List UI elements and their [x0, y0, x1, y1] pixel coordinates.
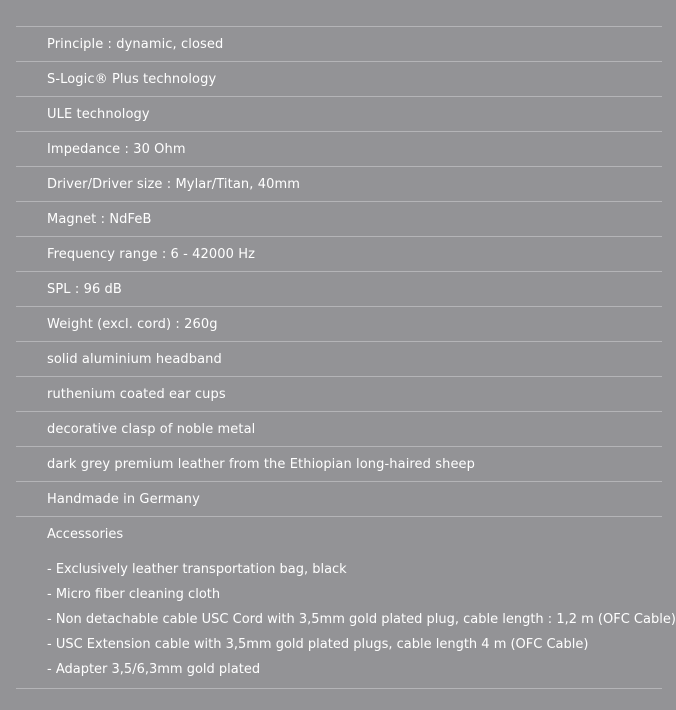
spec-row-weight [16, 307, 662, 342]
accessory-item: - Micro fiber cleaning cloth [47, 587, 221, 602]
spec-row-spl [16, 272, 662, 307]
accessory-item: - Non detachable cable USC Cord with 3,5mm gold plated plug, cable length : 1,2 m (OFC Cable) [47, 612, 676, 627]
spec-text: SPL : 96 dB [47, 281, 122, 297]
accessory-item: - Exclusively leather transportation bag, black [47, 562, 347, 577]
spec-row-driver [16, 167, 662, 202]
spec-text: Principle : dynamic, closed [47, 36, 224, 52]
spec-text: ULE technology [47, 106, 150, 122]
spec-row-headband [16, 342, 662, 377]
spec-text: Driver/Driver size : Mylar/Titan, 40mm [47, 176, 300, 192]
spec-row-principle [16, 27, 662, 62]
spec-text: Weight (excl. cord) : 260g [47, 316, 218, 332]
accessory-item: - Adapter 3,5/6,3mm gold plated [47, 662, 261, 677]
spec-text: Magnet : NdFeB [47, 211, 152, 227]
spec-text: S-Logic® Plus technology [47, 71, 217, 87]
spec-list [16, 26, 676, 689]
accessories-section [16, 517, 676, 689]
spec-text: Handmade in Germany [47, 491, 200, 507]
accessories-title: Accessories [47, 527, 124, 542]
spec-row-leather [16, 447, 662, 482]
spec-row-impedance [16, 132, 662, 167]
spec-text: Frequency range : 6 - 42000 Hz [47, 246, 256, 262]
spec-text: dark grey premium leather from the Ethiopian long-haired sheep [47, 456, 476, 472]
spec-row-slogic [16, 62, 662, 97]
spec-row-magnet [16, 202, 662, 237]
spec-text: Impedance : 30 Ohm [47, 141, 186, 157]
spec-row-frequency [16, 237, 662, 272]
spec-row-ear-cups [16, 377, 662, 412]
spec-row-ule [16, 97, 662, 132]
accessory-item: - USC Extension cable with 3,5mm gold plated plugs, cable length 4 m (OFC Cable) [47, 637, 589, 652]
spec-row-clasp [16, 412, 662, 447]
spec-text: ruthenium coated ear cups [47, 386, 226, 402]
spec-text: decorative clasp of noble metal [47, 421, 256, 437]
spec-row-handmade [16, 482, 662, 517]
spec-text: solid aluminium headband [47, 351, 222, 367]
